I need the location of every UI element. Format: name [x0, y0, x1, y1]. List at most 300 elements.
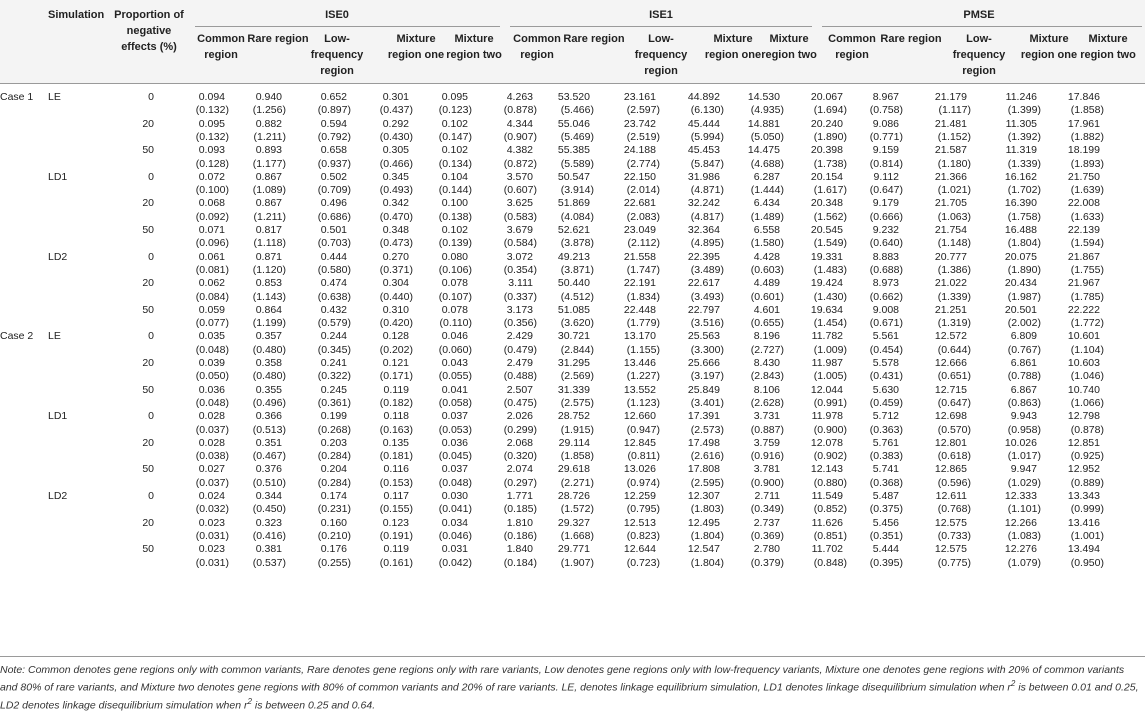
- se-cell: (0.297): [503, 476, 537, 489]
- se-cell: (1.639): [1070, 184, 1104, 197]
- value-cell: 0.652: [320, 91, 347, 103]
- value-cell: 0.345: [382, 170, 409, 183]
- simulation-label: LD1: [48, 170, 68, 183]
- subcol-header: Mixture region one: [387, 33, 445, 61]
- value-cell: 6.287: [753, 170, 780, 183]
- table-row: [0, 91, 1145, 104]
- subcol-header: Low-frequency region: [310, 33, 364, 77]
- se-cell: (1.549): [813, 237, 847, 250]
- se-cell: (0.480): [252, 343, 286, 356]
- se-cell: (0.897): [317, 104, 351, 117]
- se-cell: (0.454): [869, 343, 903, 356]
- se-cell: (0.878): [1070, 423, 1104, 436]
- se-cell: (0.851): [813, 529, 847, 542]
- value-cell: 4.344: [506, 117, 533, 130]
- se-cell: (0.048): [195, 396, 229, 409]
- se-cell: (0.186): [503, 529, 537, 542]
- value-cell: 13.494: [1067, 543, 1100, 556]
- se-cell: (2.569): [560, 370, 594, 383]
- value-cell: 3.759: [753, 436, 780, 449]
- se-cell: (4.512): [560, 290, 594, 303]
- se-cell: (3.197): [690, 370, 724, 383]
- se-cell: (1.489): [750, 210, 784, 223]
- value-cell: 0.095: [198, 117, 225, 130]
- se-cell: (0.493): [379, 184, 413, 197]
- table-row-se: [0, 211, 1145, 224]
- table-row-se: [0, 237, 1145, 250]
- table-row-se: [0, 131, 1145, 144]
- group-header-rule: [822, 26, 1142, 27]
- se-cell: (2.843): [750, 370, 784, 383]
- value-cell: 2.074: [506, 463, 533, 476]
- se-cell: (5.469): [560, 130, 594, 143]
- se-cell: (0.647): [869, 184, 903, 197]
- table-row: [0, 490, 1145, 503]
- value-cell: 12.572: [934, 330, 967, 343]
- table-row: [0, 224, 1145, 237]
- value-cell: 20.348: [810, 197, 843, 210]
- simulation-label: LD2: [48, 490, 68, 502]
- value-cell: 12.845: [623, 436, 656, 449]
- value-cell: 22.150: [623, 170, 656, 183]
- value-cell: 22.681: [623, 197, 656, 210]
- value-cell: 0.348: [382, 224, 409, 236]
- value-cell: 3.111: [508, 277, 533, 290]
- value-cell: 4.382: [506, 144, 533, 157]
- se-cell: (0.579): [317, 317, 351, 330]
- simulation-label: LD2: [48, 250, 68, 263]
- se-cell: (3.493): [690, 290, 724, 303]
- value-cell: 6.809: [1010, 330, 1037, 343]
- value-cell: 0.071: [198, 224, 225, 236]
- table-row: [0, 251, 1145, 264]
- value-cell: 2.068: [506, 436, 533, 449]
- se-cell: (0.354): [503, 263, 537, 276]
- se-cell: (2.519): [626, 130, 660, 143]
- se-cell: (0.182): [379, 396, 413, 409]
- se-cell: (1.738): [813, 157, 847, 170]
- value-cell: 19.424: [810, 277, 843, 290]
- se-cell: (4.895): [690, 237, 724, 250]
- value-cell: 0.381: [255, 543, 282, 556]
- se-cell: (3.878): [560, 237, 594, 250]
- value-cell: 28.726: [557, 490, 590, 502]
- table-row-se: [0, 477, 1145, 490]
- se-cell: (0.887): [750, 423, 784, 436]
- se-cell: (1.915): [560, 423, 594, 436]
- value-cell: 11.626: [811, 516, 843, 529]
- value-cell: 0.034: [441, 516, 468, 529]
- value-cell: 2.507: [506, 383, 533, 396]
- value-cell: 12.575: [934, 516, 967, 529]
- value-cell: 0.116: [383, 463, 409, 476]
- value-cell: 22.617: [687, 277, 720, 290]
- value-cell: 0.093: [198, 144, 225, 157]
- se-cell: (0.852): [813, 503, 847, 516]
- subcol-header: Mixture region two: [1080, 33, 1136, 61]
- subcol-header: Rare region: [563, 33, 625, 45]
- table-row: [0, 543, 1145, 556]
- value-cell: 21.754: [934, 224, 967, 236]
- subcol-header: Common region: [197, 33, 245, 61]
- value-cell: 0.245: [320, 383, 347, 396]
- value-cell: 0.304: [382, 277, 409, 290]
- value-cell: 0.023: [198, 543, 225, 556]
- value-cell: 0.119: [383, 543, 409, 556]
- group-header-ise1: ISE1: [649, 9, 673, 21]
- se-cell: (5.589): [560, 157, 594, 170]
- table-row-se: [0, 291, 1145, 304]
- se-cell: (1.118): [253, 237, 286, 250]
- se-cell: (0.031): [195, 556, 229, 569]
- value-cell: 29.327: [557, 516, 590, 529]
- value-cell: 2.429: [506, 330, 533, 343]
- subcol-header: Rare region: [880, 33, 942, 45]
- se-cell: (0.771): [869, 130, 903, 143]
- value-cell: 11.782: [811, 330, 843, 343]
- value-cell: 20.075: [1004, 250, 1037, 263]
- se-cell: (0.916): [750, 450, 784, 463]
- subcol-header: Common region: [828, 33, 876, 61]
- value-cell: 5.456: [872, 516, 899, 529]
- proportion-cell: 50: [142, 224, 154, 236]
- table-bottom-divider: [0, 656, 1145, 657]
- group-header-pmse: PMSE: [963, 9, 995, 21]
- table-row-se: [0, 424, 1145, 437]
- se-cell: (1.152): [937, 130, 971, 143]
- value-cell: 9.179: [872, 197, 899, 210]
- se-cell: (0.132): [195, 130, 229, 143]
- table-row-se: [0, 503, 1145, 516]
- table-row-se: [0, 104, 1145, 117]
- value-cell: 0.062: [198, 277, 225, 290]
- value-cell: 9.159: [872, 144, 899, 157]
- subcol-header: Low-frequency region: [634, 33, 688, 77]
- se-cell: (0.795): [626, 503, 660, 516]
- se-cell: (2.575): [560, 396, 594, 409]
- proportion-cell: 50: [142, 144, 154, 157]
- se-cell: (1.702): [1007, 184, 1041, 197]
- se-cell: (0.048): [195, 343, 229, 356]
- se-cell: (2.628): [750, 396, 784, 409]
- value-cell: 50.547: [557, 170, 590, 183]
- value-cell: 0.160: [320, 516, 347, 529]
- se-cell: (0.231): [317, 503, 351, 516]
- value-cell: 2.737: [753, 516, 780, 529]
- se-cell: (0.363): [869, 423, 903, 436]
- se-cell: (0.395): [869, 556, 903, 569]
- se-cell: (0.351): [869, 529, 903, 542]
- value-cell: 13.446: [623, 357, 656, 369]
- se-cell: (0.139): [438, 237, 472, 250]
- value-cell: 11.319: [1005, 144, 1037, 157]
- value-cell: 12.259: [623, 490, 656, 502]
- se-cell: (1.046): [1070, 370, 1104, 383]
- se-cell: (0.767): [1007, 343, 1041, 356]
- value-cell: 0.867: [255, 197, 282, 210]
- se-cell: (0.048): [438, 476, 472, 489]
- se-cell: (3.871): [560, 263, 594, 276]
- se-cell: (1.104): [1070, 343, 1104, 356]
- group-header-rule: [195, 26, 500, 27]
- se-cell: (2.002): [1007, 317, 1041, 330]
- value-cell: 8.106: [753, 383, 780, 396]
- value-cell: 0.037: [441, 410, 468, 423]
- se-cell: (0.055): [438, 370, 472, 383]
- se-cell: (0.496): [252, 396, 286, 409]
- se-cell: (0.878): [503, 104, 537, 117]
- se-cell: (0.601): [750, 290, 784, 303]
- value-cell: 23.161: [623, 91, 656, 103]
- value-cell: 22.139: [1067, 224, 1100, 236]
- value-cell: 12.666: [934, 357, 967, 369]
- value-cell: 32.364: [687, 224, 720, 236]
- se-cell: (0.900): [750, 476, 784, 489]
- se-cell: (0.128): [195, 157, 229, 170]
- value-cell: 16.390: [1004, 197, 1037, 210]
- value-cell: 12.078: [810, 436, 843, 449]
- value-cell: 1.771: [506, 490, 533, 502]
- value-cell: 0.882: [255, 117, 282, 130]
- value-cell: 22.008: [1067, 197, 1100, 210]
- se-cell: (0.255): [317, 556, 351, 569]
- se-cell: (0.368): [869, 476, 903, 489]
- value-cell: 0.036: [198, 383, 225, 396]
- simulation-label: LD1: [48, 410, 68, 423]
- value-cell: 20.434: [1004, 277, 1037, 290]
- proportion-cell: 20: [142, 117, 154, 130]
- se-cell: (0.420): [379, 317, 413, 330]
- table-row: [0, 144, 1145, 157]
- value-cell: 12.547: [687, 543, 720, 556]
- proportion-cell: 50: [142, 303, 154, 316]
- value-cell: 0.068: [198, 197, 225, 210]
- se-cell: (1.211): [253, 130, 286, 143]
- value-cell: 32.242: [687, 197, 720, 210]
- value-cell: 28.752: [557, 410, 590, 423]
- se-cell: (0.775): [937, 556, 971, 569]
- col-header-proportion: Proportion of negative effects (%): [114, 9, 184, 53]
- value-cell: 13.552: [623, 383, 656, 396]
- value-cell: 5.741: [872, 463, 899, 476]
- se-cell: (0.345): [317, 343, 351, 356]
- se-cell: (0.479): [503, 343, 537, 356]
- se-cell: (3.620): [560, 317, 594, 330]
- se-cell: (5.994): [690, 130, 724, 143]
- se-cell: (0.925): [1070, 450, 1104, 463]
- value-cell: 0.030: [441, 490, 468, 502]
- se-cell: (1.617): [813, 184, 847, 197]
- se-cell: (0.902): [813, 450, 847, 463]
- value-cell: 0.310: [382, 303, 409, 316]
- se-cell: (0.644): [937, 343, 971, 356]
- value-cell: 9.947: [1010, 463, 1037, 476]
- table-row-se: [0, 344, 1145, 357]
- value-cell: 0.128: [382, 330, 409, 343]
- value-cell: 9.112: [873, 170, 899, 183]
- se-cell: (0.155): [379, 503, 413, 516]
- value-cell: 11.702: [811, 543, 843, 556]
- value-cell: 0.864: [255, 303, 282, 316]
- value-cell: 12.660: [623, 410, 656, 423]
- value-cell: 22.191: [623, 277, 656, 290]
- se-cell: (0.880): [813, 476, 847, 489]
- se-cell: (0.640): [869, 237, 903, 250]
- table-row-se: [0, 370, 1145, 383]
- value-cell: 0.292: [382, 117, 409, 130]
- se-cell: (1.804): [690, 529, 724, 542]
- value-cell: 3.731: [753, 410, 780, 423]
- se-cell: (1.858): [1070, 104, 1104, 117]
- value-cell: 3.570: [506, 170, 533, 183]
- proportion-cell: 0: [148, 170, 154, 183]
- value-cell: 6.867: [1010, 383, 1037, 396]
- value-cell: 8.973: [872, 277, 899, 290]
- value-cell: 20.777: [934, 250, 967, 263]
- se-cell: (1.155): [626, 343, 660, 356]
- se-cell: (1.694): [813, 104, 847, 117]
- se-cell: (0.596): [937, 476, 971, 489]
- se-cell: (0.038): [195, 450, 229, 463]
- value-cell: 3.173: [506, 303, 533, 316]
- se-cell: (0.144): [438, 184, 472, 197]
- value-cell: 0.176: [320, 543, 347, 556]
- value-cell: 12.495: [687, 516, 720, 529]
- se-cell: (1.120): [252, 263, 286, 276]
- se-cell: (0.510): [252, 476, 286, 489]
- table-row: [0, 517, 1145, 530]
- se-cell: (3.516): [690, 317, 724, 330]
- value-cell: 0.174: [320, 490, 347, 502]
- value-cell: 5.444: [872, 543, 899, 556]
- se-cell: (0.077): [195, 317, 229, 330]
- se-cell: (1.785): [1070, 290, 1104, 303]
- se-cell: (1.668): [560, 529, 594, 542]
- subcol-header: Mixture region one: [1020, 33, 1078, 61]
- value-cell: 9.086: [872, 117, 899, 130]
- se-cell: (0.349): [750, 503, 784, 516]
- value-cell: 0.035: [198, 330, 225, 343]
- value-cell: 21.967: [1067, 277, 1100, 290]
- value-cell: 12.575: [934, 543, 967, 556]
- se-cell: (0.053): [438, 423, 472, 436]
- value-cell: 0.432: [320, 303, 347, 316]
- value-cell: 0.501: [320, 224, 347, 236]
- value-cell: 6.558: [753, 224, 780, 236]
- se-cell: (0.042): [438, 556, 472, 569]
- proportion-cell: 20: [142, 516, 154, 529]
- value-cell: 21.750: [1067, 170, 1100, 183]
- se-cell: (1.987): [1007, 290, 1041, 303]
- se-cell: (0.937): [317, 157, 351, 170]
- se-cell: (4.935): [750, 104, 784, 117]
- se-cell: (0.284): [317, 450, 351, 463]
- value-cell: 0.351: [255, 436, 282, 449]
- value-cell: 45.444: [687, 117, 720, 130]
- se-cell: (1.392): [1007, 130, 1041, 143]
- se-cell: (2.271): [560, 476, 594, 489]
- value-cell: 12.865: [934, 463, 967, 476]
- se-cell: (0.147): [438, 130, 472, 143]
- value-cell: 9.008: [872, 303, 899, 316]
- value-cell: 0.023: [198, 516, 225, 529]
- se-cell: (0.110): [439, 317, 472, 330]
- value-cell: 52.621: [557, 224, 590, 236]
- value-cell: 5.761: [872, 436, 899, 449]
- se-cell: (1.834): [626, 290, 660, 303]
- value-cell: 0.117: [383, 490, 409, 502]
- se-cell: (2.597): [626, 104, 660, 117]
- value-cell: 10.603: [1067, 357, 1100, 369]
- table-row: [0, 171, 1145, 184]
- value-cell: 0.024: [198, 490, 225, 502]
- se-cell: (0.134): [438, 157, 472, 170]
- value-cell: 20.067: [810, 91, 843, 103]
- subcol-header: Mixture region one: [704, 33, 762, 61]
- value-cell: 0.474: [320, 277, 347, 290]
- value-cell: 16.488: [1004, 224, 1037, 236]
- se-cell: (1.001): [1070, 529, 1104, 542]
- value-cell: 4.428: [753, 250, 780, 263]
- value-cell: 13.026: [623, 463, 656, 476]
- value-cell: 0.204: [320, 463, 347, 476]
- se-cell: (0.153): [379, 476, 413, 489]
- se-cell: (0.513): [252, 423, 286, 436]
- se-cell: (0.371): [379, 263, 413, 276]
- proportion-cell: 20: [142, 197, 154, 210]
- value-cell: 0.940: [255, 91, 282, 103]
- se-cell: (0.823): [626, 529, 660, 542]
- se-cell: (4.084): [560, 210, 594, 223]
- value-cell: 0.867: [255, 170, 282, 183]
- value-cell: 14.475: [747, 144, 780, 157]
- se-cell: (0.171): [379, 370, 413, 383]
- se-cell: (2.595): [690, 476, 724, 489]
- value-cell: 0.444: [320, 250, 347, 263]
- se-cell: (0.662): [869, 290, 903, 303]
- se-cell: (0.848): [813, 556, 847, 569]
- se-cell: (0.603): [750, 263, 784, 276]
- se-cell: (0.132): [195, 104, 229, 117]
- col-header-simulation: Simulation: [48, 9, 105, 21]
- se-cell: (0.768): [937, 503, 971, 516]
- value-cell: 3.781: [753, 463, 780, 476]
- se-cell: (0.688): [869, 263, 903, 276]
- superscript-two: 2: [247, 696, 252, 706]
- value-cell: 45.453: [687, 144, 720, 157]
- value-cell: 11.305: [1005, 117, 1037, 130]
- value-cell: 0.301: [382, 91, 409, 103]
- value-cell: 12.798: [1067, 410, 1100, 423]
- se-cell: (0.947): [626, 423, 660, 436]
- se-cell: (1.256): [252, 104, 286, 117]
- value-cell: 12.698: [934, 410, 967, 423]
- se-cell: (3.300): [690, 343, 724, 356]
- value-cell: 12.333: [1004, 490, 1037, 502]
- value-cell: 0.104: [441, 170, 468, 183]
- proportion-cell: 0: [148, 91, 154, 103]
- value-cell: 0.102: [441, 224, 468, 236]
- value-cell: 0.853: [255, 277, 282, 290]
- value-cell: 53.520: [557, 91, 590, 103]
- value-cell: 17.498: [687, 436, 720, 449]
- value-cell: 0.031: [441, 543, 468, 556]
- se-cell: (0.123): [438, 104, 472, 117]
- table-row-se: [0, 557, 1145, 570]
- se-cell: (0.320): [503, 450, 537, 463]
- value-cell: 0.028: [198, 410, 225, 423]
- se-cell: (0.046): [438, 529, 472, 542]
